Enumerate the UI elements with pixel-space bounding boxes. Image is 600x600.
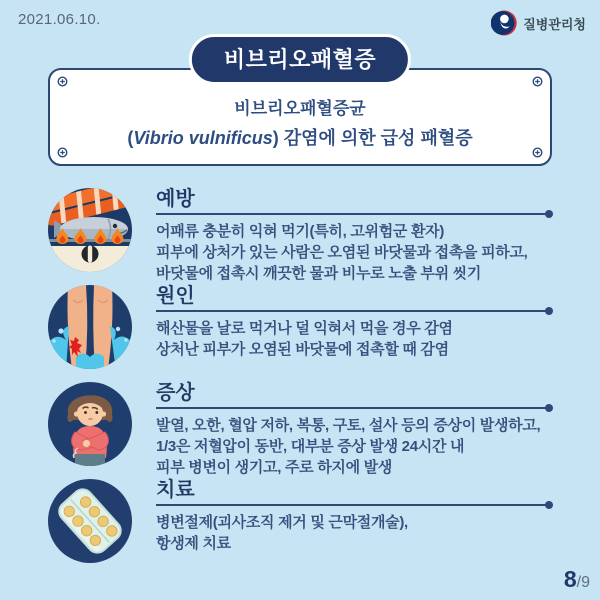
screw-icon <box>57 76 68 87</box>
pill-pack-icon <box>48 479 132 563</box>
section-heading: 원인 <box>156 285 195 307</box>
section-text-line: 바닷물에 접촉시 깨끗한 물과 비누로 노출 부위 씻기 <box>156 265 482 282</box>
page-current: 8 <box>563 566 577 592</box>
section-treatment <box>48 479 552 576</box>
section-heading: 증상 <box>156 382 195 404</box>
section-heading: 예방 <box>156 188 195 210</box>
definition-line2-rest: ) 감염에 의한 급성 패혈증 <box>272 128 473 148</box>
definition-line2 <box>127 124 472 150</box>
section-prevention <box>48 188 552 285</box>
screw-icon <box>532 147 543 158</box>
heading-rule <box>156 407 552 409</box>
section-text-line: 피부 병변이 생기고, 주로 하지에 발생 <box>156 459 393 476</box>
agency-logo <box>491 10 586 36</box>
heading-rule <box>156 504 552 506</box>
date-label: 2021.06.10. <box>18 11 101 28</box>
section-text-line: 1/3은 저혈압이 동반, 대부분 증상 발생 24시간 내 <box>156 438 465 455</box>
screw-icon <box>532 76 543 87</box>
section-text-line: 병변절제(괴사조직 제거 및 근막절개술), <box>156 514 408 531</box>
section-heading: 치료 <box>156 479 195 501</box>
section-text-line: 피부에 상처가 있는 사람은 오염된 바닷물과 접촉을 피하고, <box>156 244 528 261</box>
section-text-line: 어패류 충분히 익혀 먹기(특히, 고위험군 환자) <box>156 223 445 240</box>
section-text-line: 상처난 피부가 오염된 바닷물에 접촉할 때 감염 <box>156 341 449 358</box>
wounded-leg-seawater-icon <box>48 285 132 369</box>
page-separator: / <box>576 574 582 591</box>
sections-list <box>48 188 552 576</box>
title-banner: 비브리오패혈증 <box>189 34 411 85</box>
grilled-fish-icon <box>48 188 132 272</box>
section-symptoms <box>48 382 552 479</box>
section-text-line: 해산물을 날로 먹거나 덜 익혀서 먹을 경우 감염 <box>156 320 453 337</box>
abdominal-pain-icon <box>48 382 132 466</box>
heading-rule <box>156 213 552 215</box>
page-total: 9 <box>581 574 590 591</box>
kdca-symbol-icon <box>491 10 517 36</box>
screw-icon <box>57 147 68 158</box>
paren-open: ( <box>127 128 134 148</box>
species-name: Vibrio vulnificus <box>133 128 273 148</box>
section-text-line: 발열, 오한, 혈압 저하, 복통, 구토, 설사 등의 증상이 발생하고, <box>156 417 541 434</box>
agency-name: 질병관리청 <box>523 16 586 32</box>
page-indicator <box>564 566 590 593</box>
section-cause <box>48 285 552 382</box>
definition-line1: 비브리오패혈증균 <box>234 99 366 118</box>
heading-rule <box>156 310 552 312</box>
section-text-line: 항생제 치료 <box>156 535 231 552</box>
